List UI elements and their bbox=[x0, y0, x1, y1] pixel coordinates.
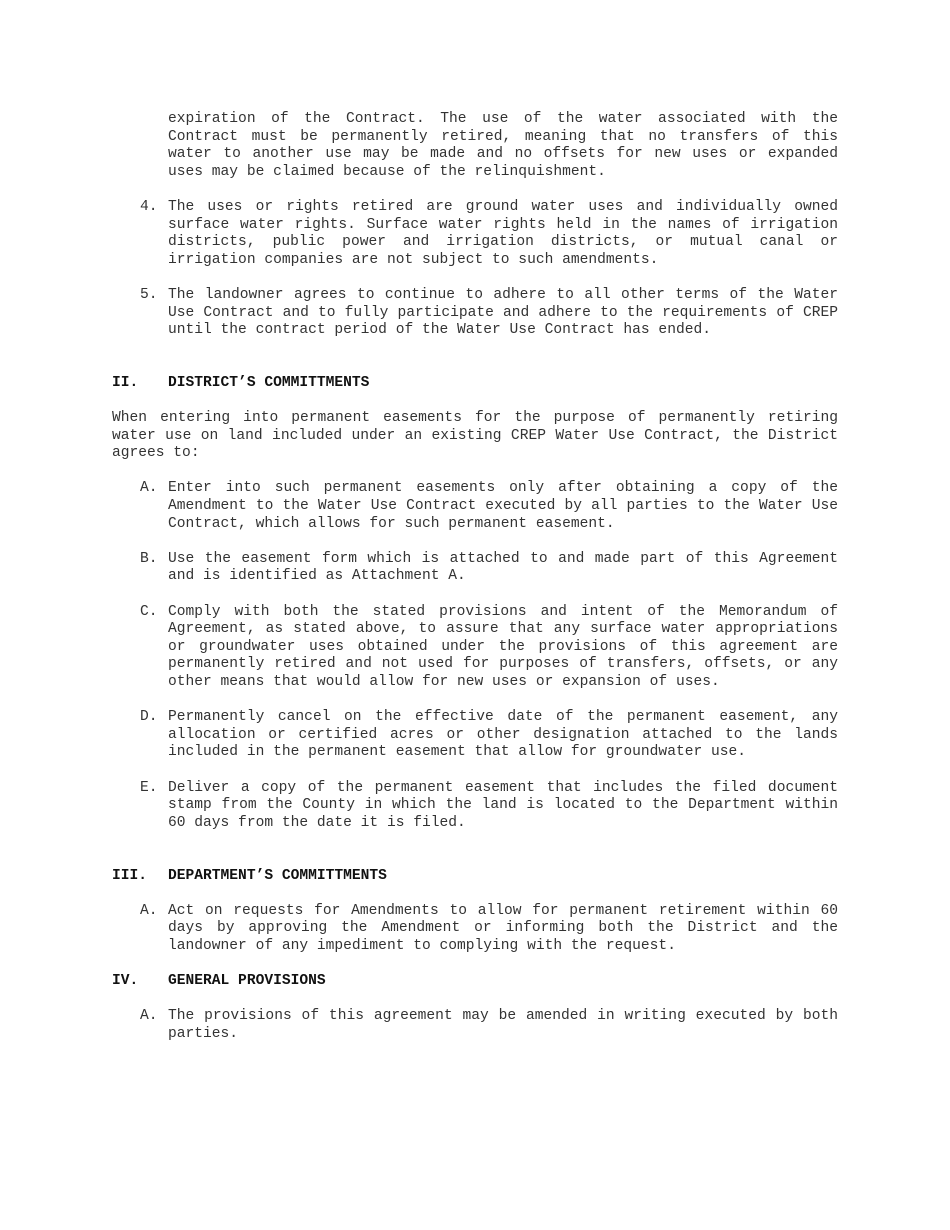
section-number: IV. bbox=[112, 973, 139, 990]
section-title: GENERAL PROVISIONS bbox=[168, 973, 326, 990]
list-item bbox=[112, 780, 838, 833]
section-title: DEPARTMENT’S COMMITTMENTS bbox=[168, 867, 387, 884]
intro-paragraph: expiration of the Contract. The use of the water associated with the Contract must be permanently retired, meaning that no transfers of this water to another use may be made and no offsets for new uses or expanded uses may be claimed because of the relinquishment. bbox=[168, 111, 838, 180]
section-number: III. bbox=[112, 867, 148, 884]
list-item-text: Comply with both the stated provisions and intent of the Memorandum of Agreement, as stated above, to assure that any surface water appropriations or groundwater uses obtained under the provisions of this agreement are permanently retired and not used for purposes of transfers, offsets, or any other means that would allow for new uses or expansion of uses. bbox=[168, 603, 838, 690]
list-item-label: A. bbox=[140, 480, 158, 497]
section-number: II. bbox=[112, 374, 139, 391]
list-item-text: Permanently cancel on the effective date of the permanent easement, any allocation or certified acres or other designation attached to the lands included in the permanent easement that allow for groundwater use. bbox=[168, 709, 838, 761]
list-item bbox=[112, 709, 838, 762]
section-heading-iv bbox=[112, 973, 838, 991]
section-intro: When entering into permanent easements for the purpose of permanently retiring water use on land included under an existing CREP Water Use Contract, the District agrees to: bbox=[112, 410, 838, 462]
list-item-text: Act on requests for Amendments to allow for permanent retirement within 60 days by approving the Amendment or informing both the District and the landowner of any impediment to complying with the request. bbox=[168, 902, 838, 954]
list-item-label: A. bbox=[140, 1008, 158, 1025]
list-item-label: B. bbox=[140, 550, 158, 567]
intro-continuation bbox=[112, 111, 838, 181]
list-item bbox=[112, 199, 838, 269]
list-item-text: Deliver a copy of the permanent easement that includes the filed document stamp from the County in which the land is located to the Department within 60 days from the date it is filed. bbox=[168, 779, 838, 831]
list-item-text: The uses or rights retired are ground water uses and individually owned surface water rights. Surface water rights held in the names of irrigation districts, public power and irrigation districts, or mutual canal or irrigation companies are not subject to such amendments. bbox=[168, 198, 838, 268]
list-item-label: 4. bbox=[140, 198, 158, 215]
document-page bbox=[112, 111, 838, 1043]
list-item bbox=[112, 287, 838, 340]
list-item-text: The provisions of this agreement may be amended in writing executed by both parties. bbox=[168, 1008, 838, 1042]
list-item-label: E. bbox=[140, 779, 158, 796]
list-item-label: 5. bbox=[140, 286, 158, 303]
list-item bbox=[112, 903, 838, 956]
list-item-text: The landowner agrees to continue to adhere to all other terms of the Water Use Contract and to fully participate and adhere to the requirements of CREP until the contract period of the Water Use Contract has ended. bbox=[168, 286, 838, 339]
list-item bbox=[112, 480, 838, 533]
list-item-text: Enter into such permanent easements only after obtaining a copy of the Amendment to the Water Use Contract executed by all parties to the Water Use Contract, which allows for such permanent easement. bbox=[168, 480, 838, 532]
list-item-label: D. bbox=[140, 709, 158, 726]
section-title: DISTRICT’S COMMITTMENTS bbox=[168, 374, 370, 391]
list-item bbox=[112, 551, 838, 586]
section-heading-iii bbox=[112, 868, 838, 886]
list-item bbox=[112, 604, 838, 692]
list-item-label: C. bbox=[140, 603, 158, 620]
section-heading-ii bbox=[112, 375, 838, 393]
list-item bbox=[112, 1008, 838, 1043]
list-item-text: Use the easement form which is attached to and made part of this Agreement and is identified as Attachment A. bbox=[168, 550, 838, 585]
list-item-label: A. bbox=[140, 902, 158, 919]
